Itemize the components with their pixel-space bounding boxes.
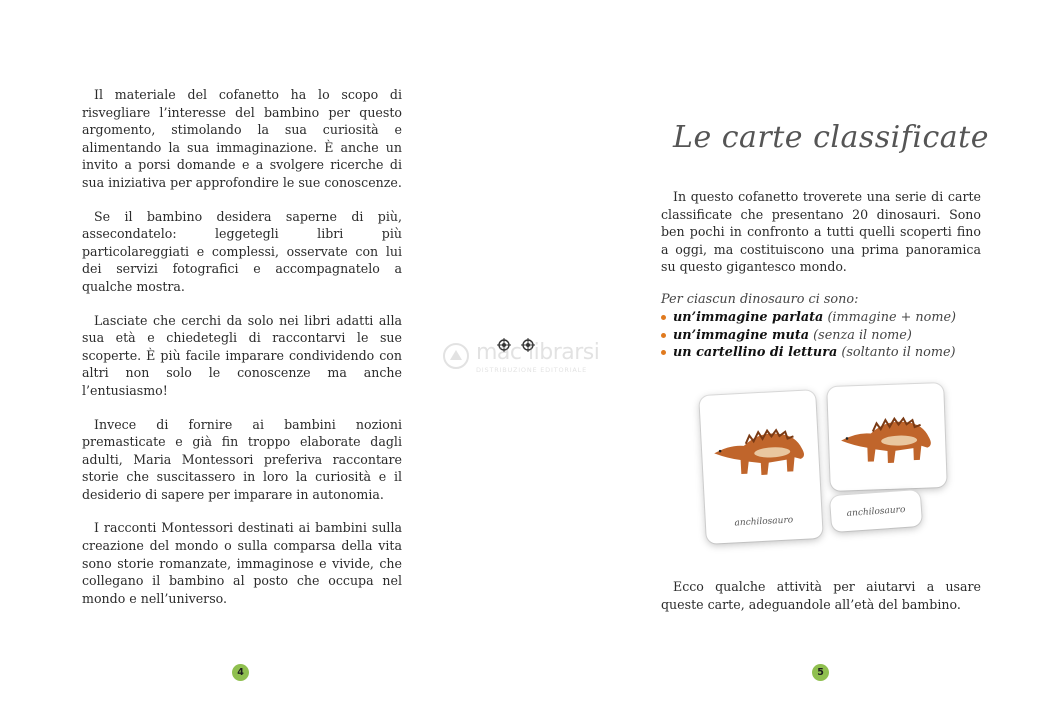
page-number-badge: 5	[812, 664, 829, 681]
list-item	[661, 327, 1001, 345]
ankylosaurus-icon	[708, 410, 812, 485]
paragraph: Invece di fornire ai bambini nozioni premasticate e già fin troppo elaborate dagli adulti, Maria Montessori preferiva raccontare storie che suscitassero in loro la curiosità e il desiderio di sapere per imparare in autonomia.	[82, 416, 402, 502]
paragraph: I racconti Montessori destinati ai bambini sulla creazione del mondo o sulla comparsa della vita sono storie romanzate, immaginose e vivide, che collegano il bambino al posto che occupa nel mondo e nell’universo.	[82, 520, 402, 606]
list-item	[661, 344, 1001, 362]
page-title: Le carte classificate	[673, 120, 989, 155]
list-item-bold: un cartellino di lettura	[673, 345, 838, 360]
list-lead: Per ciascun dinosauro ci sono:	[661, 292, 859, 307]
watermark	[442, 338, 632, 378]
list-item-bold: un’immagine parlata	[673, 310, 824, 325]
reading-label-card	[830, 490, 922, 532]
card-name-label: anchilosauro	[846, 504, 906, 520]
bullet-icon	[661, 333, 666, 338]
list-item-note: (senza il nome)	[813, 327, 912, 343]
paragraph: Il materiale del cofanetto ha lo scopo di risvegliare l’interesse del bambino per questo argomento, stimolando la sua curiosità e alimentando la sua immaginazione. È anche un invito a porsi domande e a svolgere ricerche di sua iniziativa per approfondire le sue conoscenze.	[82, 87, 402, 190]
list-item-note: (immagine + nome)	[827, 310, 957, 325]
page-number-badge: 4	[232, 664, 249, 681]
outro-paragraph: Ecco qualche attività per aiutarvi a usare queste carte, adeguandole all’età del bambino.	[661, 579, 981, 612]
left-body-text	[82, 86, 402, 623]
paragraph: Se il bambino desidera saperne di più, assecondatelo: leggetegli libri più particolareggiati e complessi, osservate con lui dei servizi fotografici e accompagnatelo a qualche mostra.	[82, 208, 402, 294]
ankylosaurus-icon	[836, 399, 938, 472]
intro-paragraph: In questo cofanetto troverete una serie di carte classificate che presentano 20 dinosauri. Sono ben pochi in confronto a tutti quelli scoperti fino a oggi, ma costituiscono una prima panoramica su questo gigantesco mondo.	[661, 189, 981, 275]
list-item-note: (soltanto il nome)	[841, 345, 956, 360]
watermark-logo-icon	[442, 342, 470, 370]
watermark-subtext: DISTRIBUZIONE EDITORIALE	[476, 366, 587, 374]
card-types-list	[661, 309, 1001, 362]
watermark-text: mac librarsi	[476, 340, 600, 365]
bullet-icon	[661, 315, 666, 320]
cards-illustration	[703, 385, 953, 545]
card-name-label: anchilosauro	[734, 515, 794, 529]
list-item	[661, 309, 1001, 327]
list-item-bold: un’immagine muta	[673, 327, 810, 343]
paragraph: Lasciate che cerchi da solo nei libri adatti alla sua età e chiedetegli di raccontarvi le sue scoperte. È più facile imparare condividendo con altri non solo le conoscenze ma anche l’entusiasmo!	[82, 312, 402, 398]
bullet-icon	[661, 350, 666, 355]
picture-card-with-name	[699, 390, 823, 544]
picture-card-without-name	[827, 383, 947, 491]
